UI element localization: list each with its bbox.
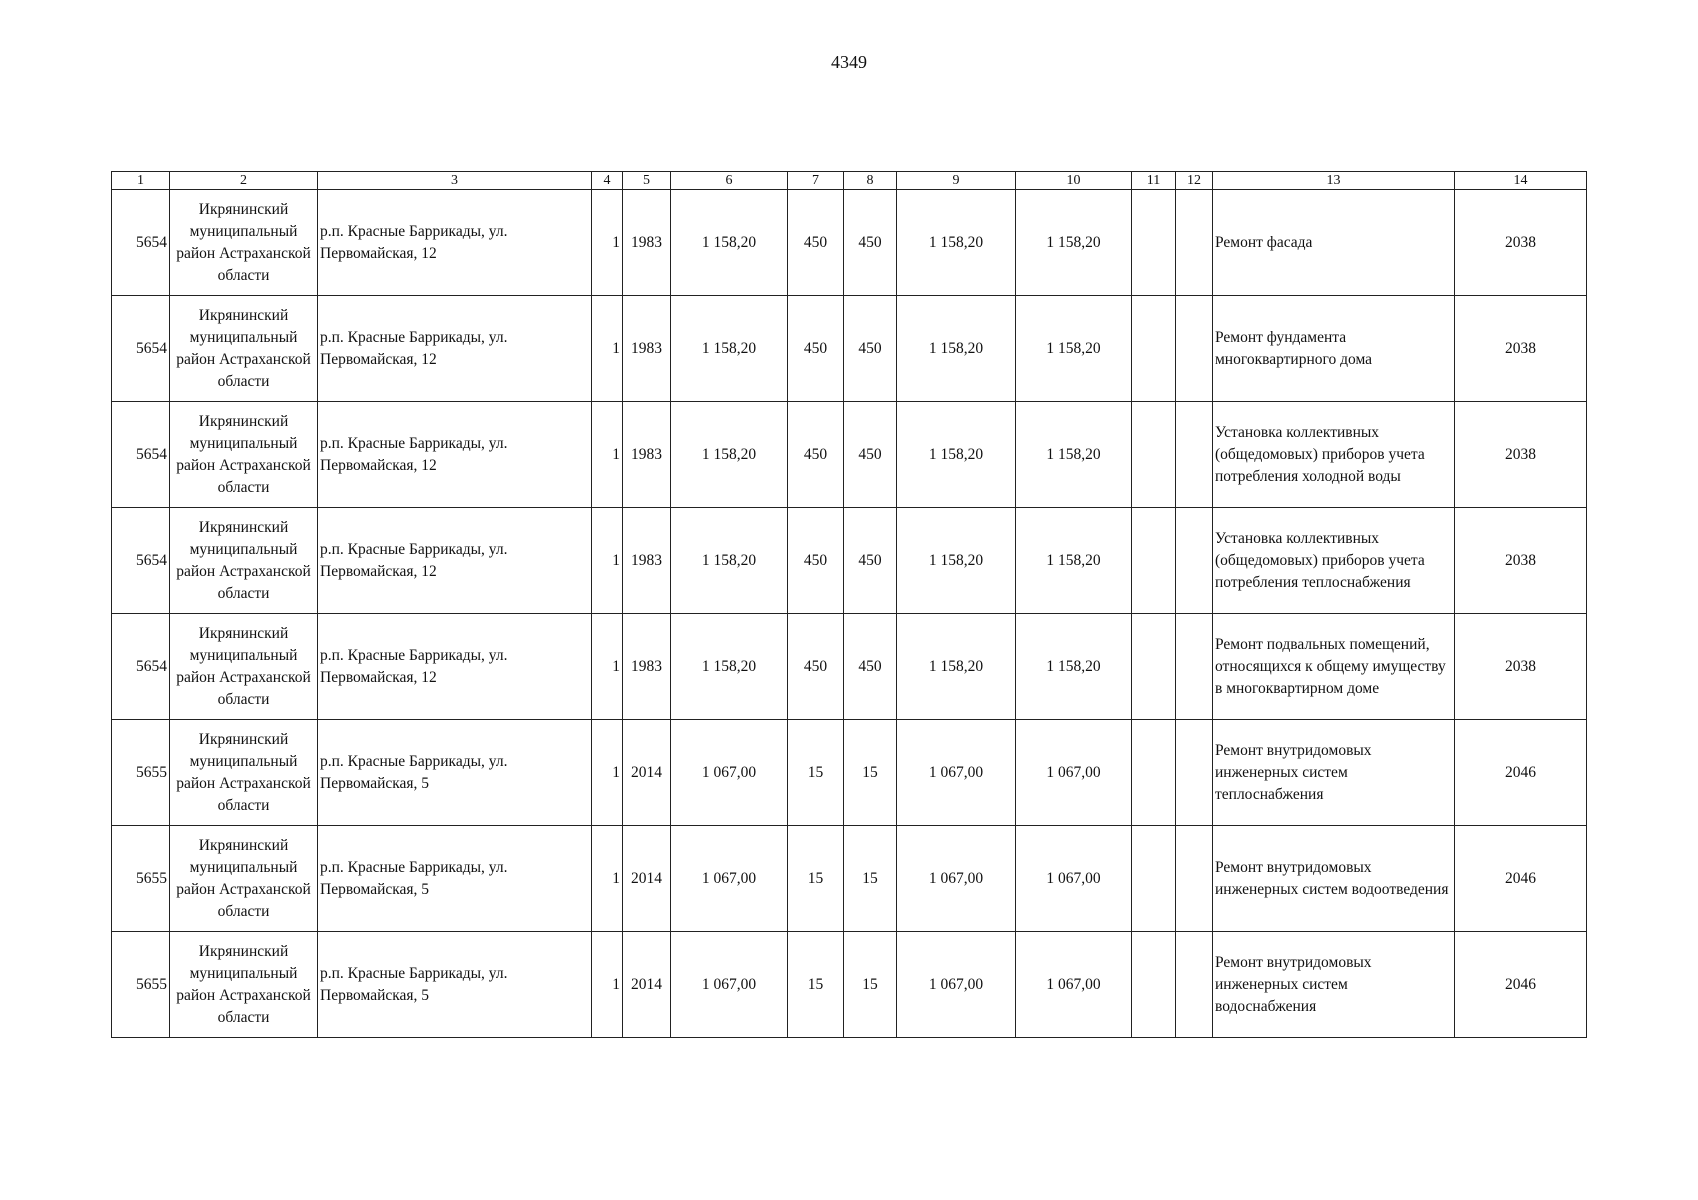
column-header: 12 — [1176, 172, 1213, 190]
district-cell: Икрянинский муниципальный район Астраханской области — [170, 720, 318, 826]
area-total-cell: 1 158,20 — [671, 614, 788, 720]
year-built-cell: 2014 — [623, 932, 671, 1038]
col12-cell — [1176, 402, 1213, 508]
col8-cell: 15 — [844, 826, 897, 932]
col4-cell: 1 — [592, 720, 623, 826]
col8-cell: 450 — [844, 296, 897, 402]
year-built-cell: 1983 — [623, 508, 671, 614]
col11-cell — [1132, 614, 1176, 720]
address-cell: р.п. Красные Баррикады, ул. Первомайская, 12 — [318, 508, 592, 614]
col8-cell: 450 — [844, 402, 897, 508]
column-header: 5 — [623, 172, 671, 190]
col11-cell — [1132, 402, 1176, 508]
work-type-cell: Установка коллективных (общедомовых) приборов учета потребления холодной воды — [1213, 402, 1455, 508]
col4-cell: 1 — [592, 614, 623, 720]
col7-cell: 15 — [788, 826, 844, 932]
col11-cell — [1132, 296, 1176, 402]
col11-cell — [1132, 932, 1176, 1038]
work-type-cell: Ремонт внутридомовых инженерных систем водоснабжения — [1213, 932, 1455, 1038]
col9-cell: 1 158,20 — [897, 402, 1016, 508]
col10-cell: 1 158,20 — [1016, 614, 1132, 720]
col11-cell — [1132, 508, 1176, 614]
table-row — [112, 402, 1587, 508]
col8-cell: 15 — [844, 932, 897, 1038]
col10-cell: 1 067,00 — [1016, 932, 1132, 1038]
col10-cell: 1 158,20 — [1016, 402, 1132, 508]
address-cell: р.п. Красные Баррикады, ул. Первомайская, 5 — [318, 932, 592, 1038]
col11-cell — [1132, 826, 1176, 932]
col7-cell: 15 — [788, 932, 844, 1038]
year-built-cell: 2014 — [623, 826, 671, 932]
col7-cell: 450 — [788, 190, 844, 296]
col7-cell: 450 — [788, 614, 844, 720]
planned-year-cell: 2046 — [1455, 932, 1587, 1038]
planned-year-cell: 2038 — [1455, 614, 1587, 720]
address-cell: р.п. Красные Баррикады, ул. Первомайская, 12 — [318, 402, 592, 508]
col9-cell: 1 067,00 — [897, 720, 1016, 826]
column-number-row — [112, 172, 1587, 190]
col4-cell: 1 — [592, 296, 623, 402]
col12-cell — [1176, 614, 1213, 720]
col4-cell: 1 — [592, 826, 623, 932]
column-header: 2 — [170, 172, 318, 190]
col11-cell — [1132, 190, 1176, 296]
col8-cell: 450 — [844, 508, 897, 614]
col9-cell: 1 067,00 — [897, 932, 1016, 1038]
district-cell: Икрянинский муниципальный район Астраханской области — [170, 614, 318, 720]
col4-cell: 1 — [592, 932, 623, 1038]
col12-cell — [1176, 720, 1213, 826]
col8-cell: 450 — [844, 614, 897, 720]
address-cell: р.п. Красные Баррикады, ул. Первомайская, 12 — [318, 190, 592, 296]
col7-cell: 450 — [788, 508, 844, 614]
object-number-cell: 5654 — [112, 296, 170, 402]
area-total-cell: 1 158,20 — [671, 190, 788, 296]
table-row — [112, 720, 1587, 826]
district-cell: Икрянинский муниципальный район Астраханской области — [170, 296, 318, 402]
column-header: 1 — [112, 172, 170, 190]
year-built-cell: 1983 — [623, 296, 671, 402]
page-number: 4349 — [831, 52, 867, 72]
col8-cell: 450 — [844, 190, 897, 296]
area-total-cell: 1 158,20 — [671, 508, 788, 614]
district-cell: Икрянинский муниципальный район Астраханской области — [170, 826, 318, 932]
col10-cell: 1 067,00 — [1016, 826, 1132, 932]
year-built-cell: 1983 — [623, 614, 671, 720]
work-type-cell: Ремонт подвальных помещений, относящихся к общему имуществу в многоквартирном доме — [1213, 614, 1455, 720]
table-row — [112, 296, 1587, 402]
planned-year-cell: 2038 — [1455, 402, 1587, 508]
planned-year-cell: 2046 — [1455, 826, 1587, 932]
object-number-cell: 5654 — [112, 508, 170, 614]
table-body — [112, 190, 1587, 1038]
object-number-cell: 5654 — [112, 402, 170, 508]
area-total-cell: 1 067,00 — [671, 826, 788, 932]
column-header: 10 — [1016, 172, 1132, 190]
col10-cell: 1 158,20 — [1016, 190, 1132, 296]
planned-year-cell: 2038 — [1455, 190, 1587, 296]
col11-cell — [1132, 720, 1176, 826]
planned-year-cell: 2046 — [1455, 720, 1587, 826]
area-total-cell: 1 158,20 — [671, 296, 788, 402]
column-header: 6 — [671, 172, 788, 190]
table-row — [112, 508, 1587, 614]
object-number-cell: 5654 — [112, 614, 170, 720]
col4-cell: 1 — [592, 508, 623, 614]
work-type-cell: Ремонт внутридомовых инженерных систем водоотведения — [1213, 826, 1455, 932]
col7-cell: 450 — [788, 296, 844, 402]
col9-cell: 1 158,20 — [897, 296, 1016, 402]
address-cell: р.п. Красные Баррикады, ул. Первомайская, 5 — [318, 720, 592, 826]
table-row — [112, 932, 1587, 1038]
column-header: 8 — [844, 172, 897, 190]
col9-cell: 1 158,20 — [897, 190, 1016, 296]
table-row — [112, 190, 1587, 296]
object-number-cell: 5654 — [112, 190, 170, 296]
col10-cell: 1 158,20 — [1016, 296, 1132, 402]
column-header: 11 — [1132, 172, 1176, 190]
col12-cell — [1176, 508, 1213, 614]
year-built-cell: 1983 — [623, 402, 671, 508]
address-cell: р.п. Красные Баррикады, ул. Первомайская, 12 — [318, 296, 592, 402]
col9-cell: 1 067,00 — [897, 826, 1016, 932]
object-number-cell: 5655 — [112, 932, 170, 1038]
column-header: 3 — [318, 172, 592, 190]
district-cell: Икрянинский муниципальный район Астраханской области — [170, 190, 318, 296]
col4-cell: 1 — [592, 190, 623, 296]
col12-cell — [1176, 932, 1213, 1038]
table-row — [112, 614, 1587, 720]
register-table — [111, 171, 1587, 1038]
year-built-cell: 2014 — [623, 720, 671, 826]
table-row — [112, 826, 1587, 932]
address-cell: р.п. Красные Баррикады, ул. Первомайская, 12 — [318, 614, 592, 720]
work-type-cell: Ремонт фундамента многоквартирного дома — [1213, 296, 1455, 402]
district-cell: Икрянинский муниципальный район Астраханской области — [170, 508, 318, 614]
col9-cell: 1 158,20 — [897, 508, 1016, 614]
column-header: 14 — [1455, 172, 1587, 190]
area-total-cell: 1 067,00 — [671, 720, 788, 826]
work-type-cell: Ремонт фасада — [1213, 190, 1455, 296]
year-built-cell: 1983 — [623, 190, 671, 296]
col7-cell: 15 — [788, 720, 844, 826]
district-cell: Икрянинский муниципальный район Астраханской области — [170, 402, 318, 508]
object-number-cell: 5655 — [112, 826, 170, 932]
col12-cell — [1176, 296, 1213, 402]
column-header: 4 — [592, 172, 623, 190]
column-header: 7 — [788, 172, 844, 190]
area-total-cell: 1 158,20 — [671, 402, 788, 508]
planned-year-cell: 2038 — [1455, 296, 1587, 402]
col8-cell: 15 — [844, 720, 897, 826]
col7-cell: 450 — [788, 402, 844, 508]
col9-cell: 1 158,20 — [897, 614, 1016, 720]
object-number-cell: 5655 — [112, 720, 170, 826]
col10-cell: 1 158,20 — [1016, 508, 1132, 614]
area-total-cell: 1 067,00 — [671, 932, 788, 1038]
col10-cell: 1 067,00 — [1016, 720, 1132, 826]
col12-cell — [1176, 826, 1213, 932]
planned-year-cell: 2038 — [1455, 508, 1587, 614]
col4-cell: 1 — [592, 402, 623, 508]
address-cell: р.п. Красные Баррикады, ул. Первомайская, 5 — [318, 826, 592, 932]
district-cell: Икрянинский муниципальный район Астраханской области — [170, 932, 318, 1038]
work-type-cell: Ремонт внутридомовых инженерных систем теплоснабжения — [1213, 720, 1455, 826]
work-type-cell: Установка коллективных (общедомовых) приборов учета потребления теплоснабжения — [1213, 508, 1455, 614]
col12-cell — [1176, 190, 1213, 296]
column-header: 13 — [1213, 172, 1455, 190]
column-header: 9 — [897, 172, 1016, 190]
